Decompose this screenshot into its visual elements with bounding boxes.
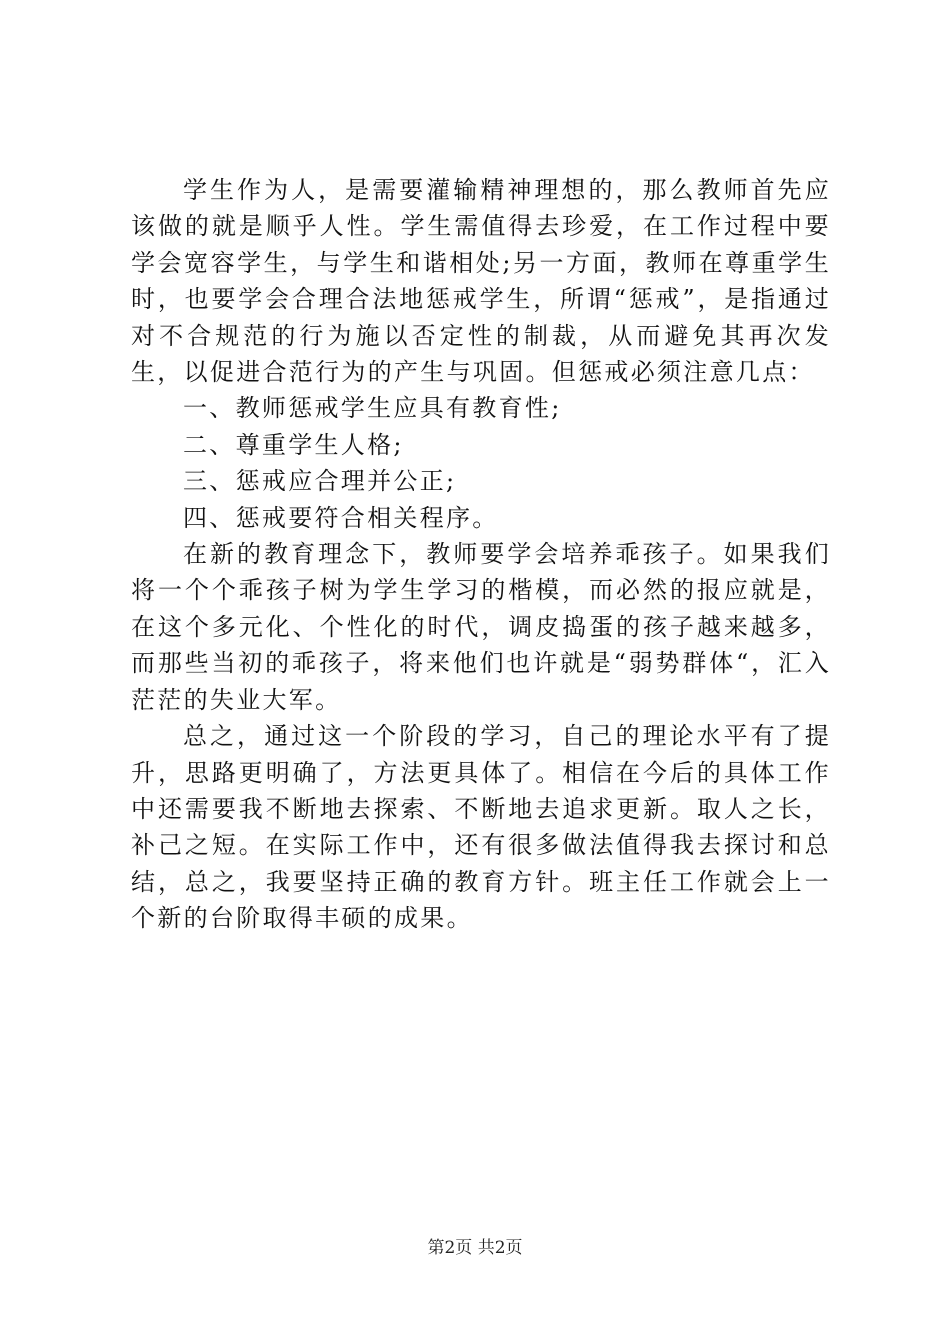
list-item-fairness: 三、惩戒应合理并公正; — [183, 467, 457, 496]
list-item-procedure: 四、惩戒要符合相关程序。 — [183, 503, 499, 532]
paragraph-conclusion: 总之，通过这一个阶段的学习，自己的理论水平有了提升，思路更明确了，方法更具体了。相信在今后的具体工作中还需要我不断地去探索、不断地去追求更新。取人之长，补己之短。在实际工作中，还有很多做法值得我去探讨和总结，总之，我要坚持正确的教育方针。班主任工作就会上一个新的台阶取得丰硕的成果。 — [131, 722, 831, 933]
paragraph-discipline: 学生作为人，是需要灌输精神理想的，那么教师首先应该做的就是顺乎人性。学生需值得去珍爱，在工作过程中要学会宽容学生，与学生和谐相处;另一方面，教师在尊重学生时，也要学会合理合法地惩戒学生，所谓“惩戒”，是指通过对不合规范的行为施以否定性的制裁，从而避免其再次发生，以促进合范行为的产生与巩固。但惩戒必须注意几点： — [131, 176, 831, 387]
document-body — [131, 172, 831, 937]
page-footer: 第2页 共2页 — [427, 1238, 523, 1258]
list-item-educational: 一、教师惩戒学生应具有教育性; — [183, 394, 562, 423]
paragraph-good-children: 在新的教育理念下，教师要学会培养乖孩子。如果我们将一个个乖孩子树为学生学习的楷模，而必然的报应就是，在这个多元化、个性化的时代，调皮捣蛋的孩子越来越多，而那些当初的乖孩子，将来他们也许就是“弱势群体“，汇入茫茫的失业大军。 — [131, 540, 831, 714]
list-item-respect: 二、尊重学生人格; — [183, 430, 404, 459]
